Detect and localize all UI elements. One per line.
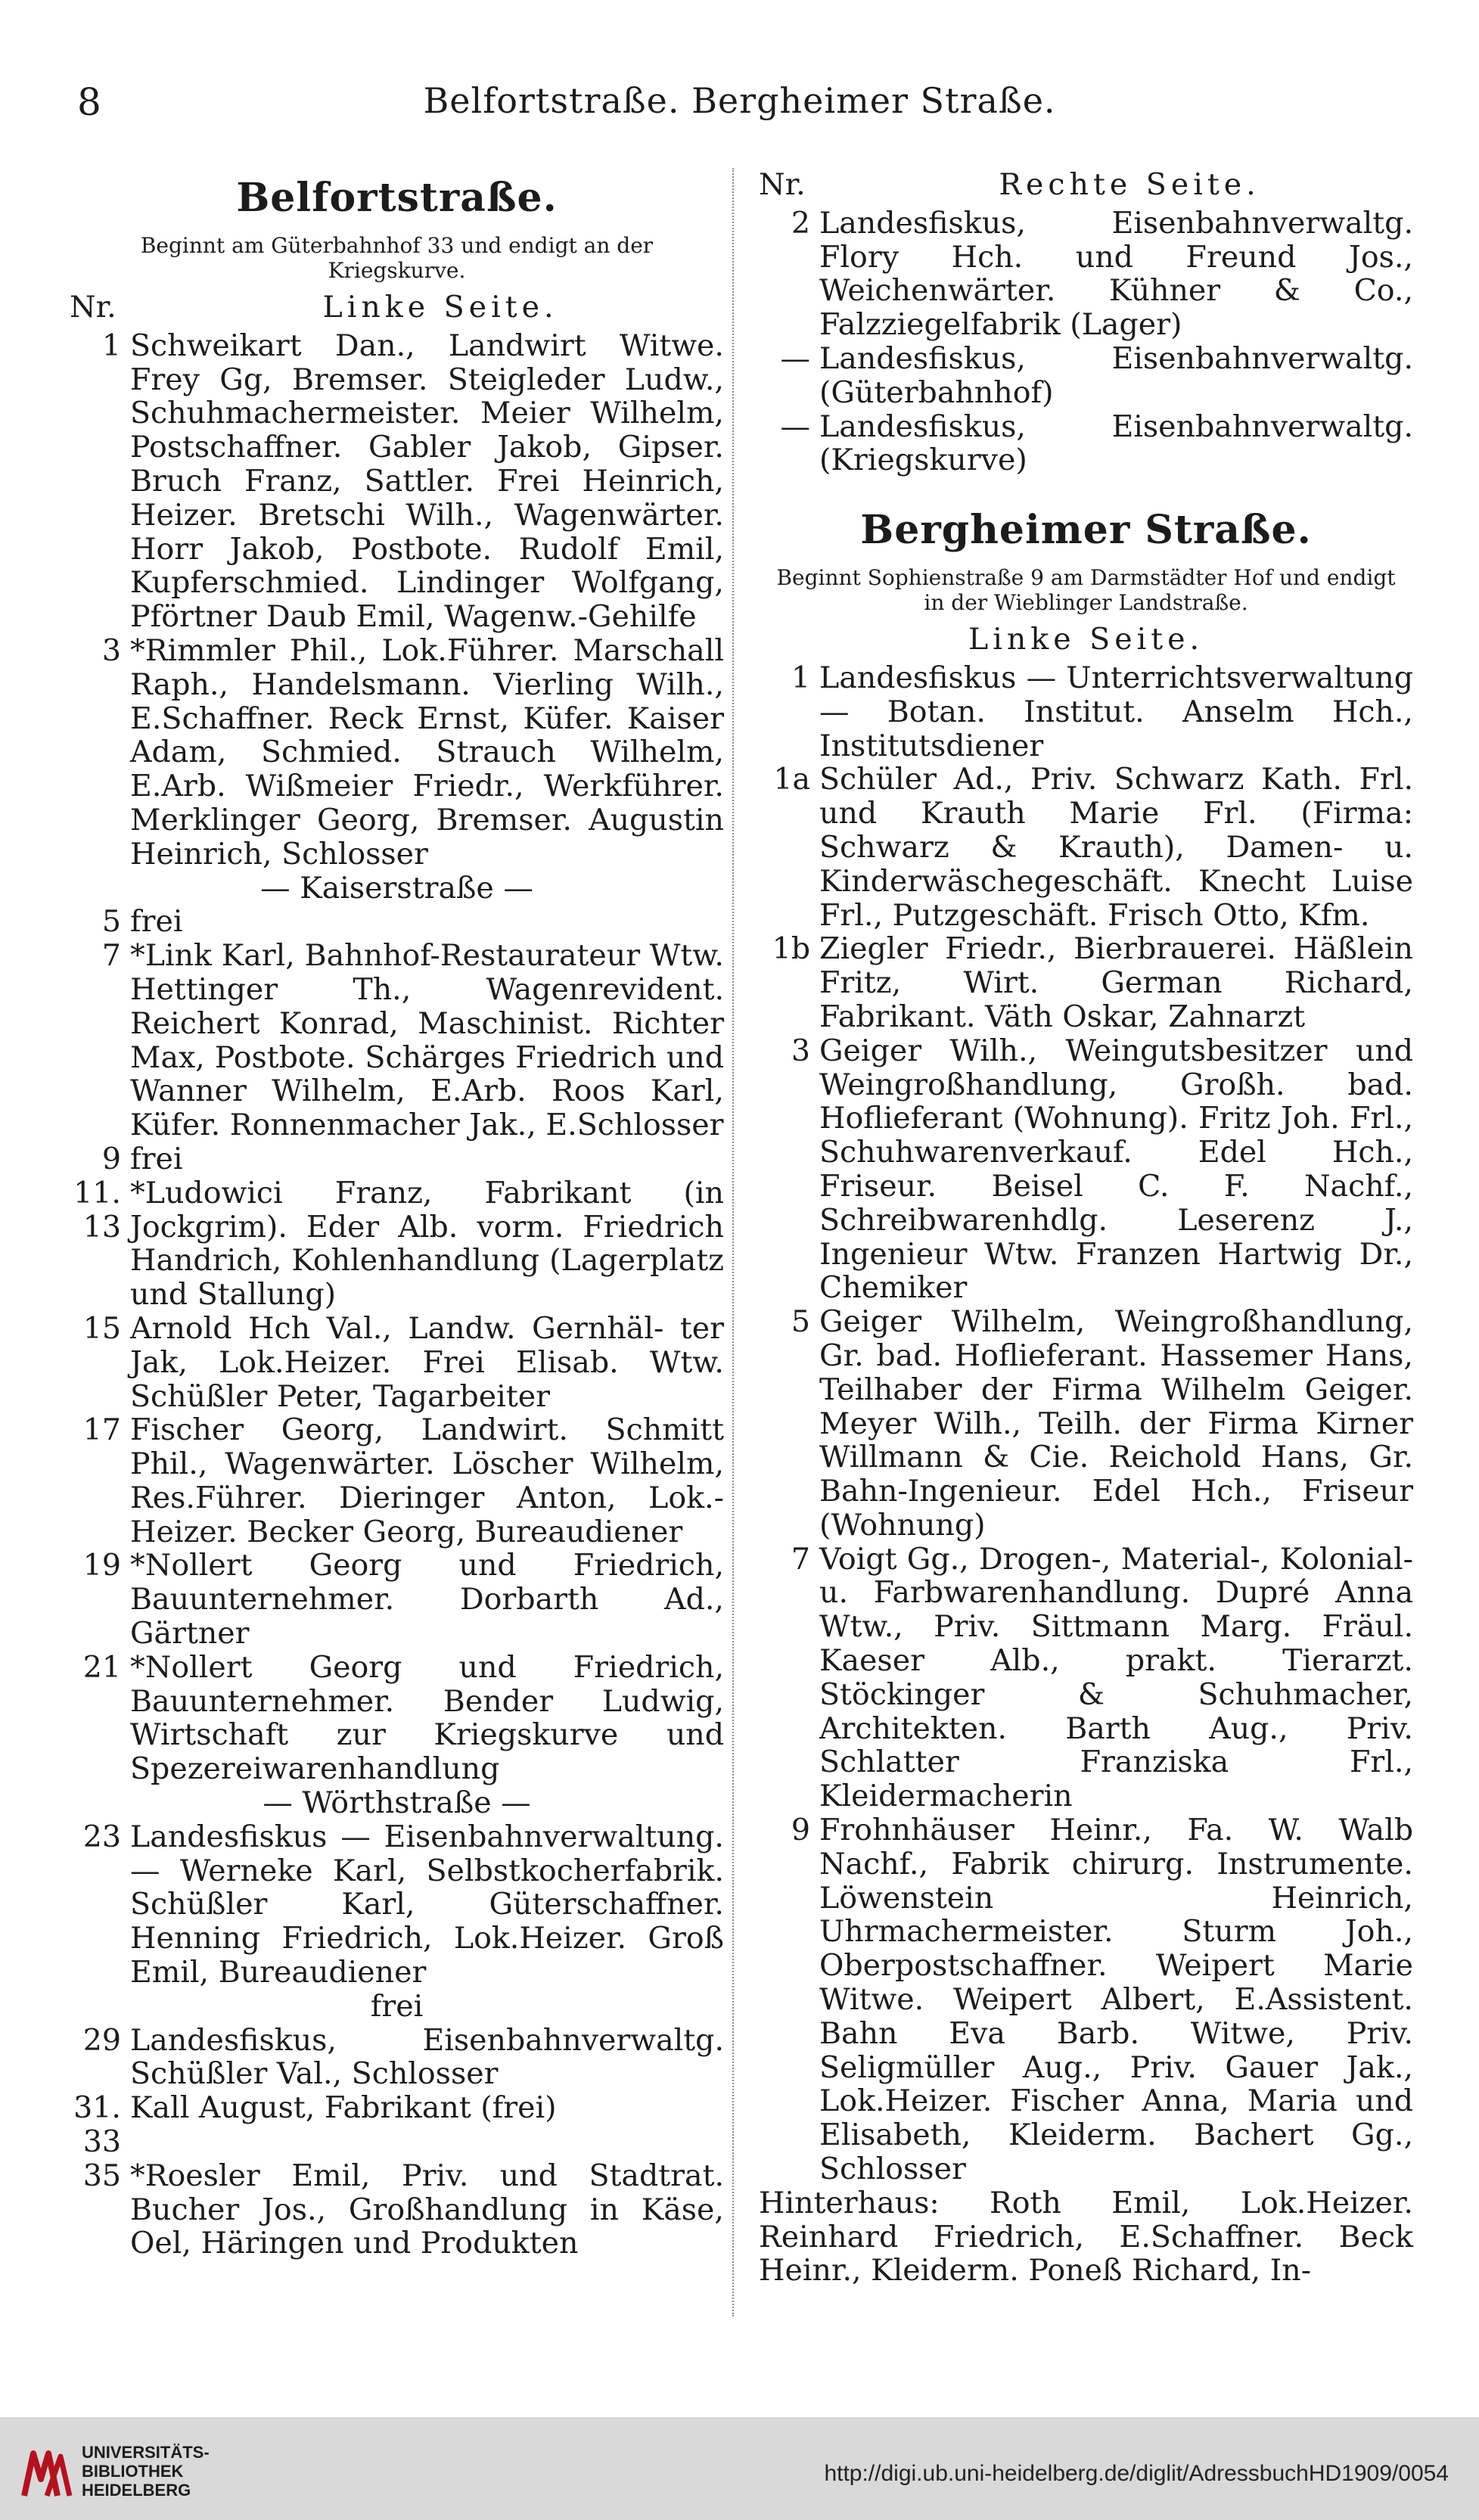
address-entry (759, 1813, 1413, 2186)
page-header (70, 73, 1409, 133)
house-number: 31. 33 (73, 2090, 121, 2160)
address-entry (70, 329, 724, 634)
residents-text: *Roesler Emil, Priv. und Stadtrat. Bucher Jos., Großhandlung in Käse, Oel, Häringen und Produkten (130, 2158, 724, 2261)
rear-building-entry (759, 2186, 1413, 2288)
address-entry (70, 1820, 724, 1990)
residents-text: Geiger Wilh., Weingutsbesitzer und Weingroßhandlung, Großh. bad. Hoflieferant (Wohnung). Fritz Joh. Frl., Schuhwarenverkauf. Edel Hch., Friseur. Beisel C. F. Nachf., Schreibwarenhdlg. Leserenz J., Ingenieur Wtw. Franzen Hartwig Dr., Chemiker (819, 1033, 1413, 1306)
address-entry (759, 932, 1413, 1033)
house-number: 1 (101, 328, 121, 363)
university-library-logo (14, 2440, 79, 2505)
cross-street: — Kaiserstraße — (260, 870, 533, 906)
residents-text: *Nollert Georg und Friedrich, Bauunternehmer. Bender Ludwig, Wirtschaft zur Kriegskurve und Spezereiwarenhandlung (130, 1649, 724, 1787)
column-divider (732, 168, 734, 2316)
residents-text: frei (130, 1141, 183, 1176)
residents-text: Landesfiskus, Eisenbahnverwaltg. (Kriegskurve) (819, 409, 1413, 478)
address-entry (759, 1305, 1413, 1543)
address-entry (759, 1543, 1413, 1813)
house-number: — (780, 340, 810, 376)
library-name-line: BIBLIOTHEK (82, 2462, 184, 2481)
house-number: 5 (791, 1304, 810, 1340)
house-number: 1a (773, 762, 810, 797)
house-number: 1 (791, 660, 810, 695)
house-number: — (780, 409, 810, 444)
residents-text: Schweikart Dan., Landwirt Witwe. Frey Gg, Bremser. Steigleder Ludw., Schuhmachermeister. Meier Wilhelm, Postschaffner. Gabler Jakob, Gipser. Bruch Franz, Sattler. Frei Heinrich, Heizer. Bretschi Wilh., Wagenwärter. Horr Jakob, Postbote. Rudolf Emil, Kupferschmied. Lindinger Wolfgang, Pförtner Daub Emil, Wagenw.-Gehilfe (130, 328, 724, 635)
residents-text: *Link Karl, Bahnhof-Restaurateur Wtw. Hettinger Th., Wagenrevident. Reichert Konrad, Maschinist. Richter Max, Postbote. Schärges Friedrich und Wanner Wilhelm, E.Arb. Roos Karl, Küfer. Ronnenmacher Jak., E.Schlosser (130, 938, 724, 1143)
source-url-link[interactable]: http://digi.ub.uni-heidelberg.de/diglit/AdressbuchHD1909/0054 (824, 2461, 1449, 2486)
house-number: 1b (772, 931, 810, 967)
house-number: 3 (101, 632, 121, 668)
cross-street: — Wörthstraße — (263, 1785, 531, 1821)
rear-building-text: Hinterhaus: Roth Emil, Lok.Heizer. Reinhard Friedrich, E.Schaffner. Beck Heinr., Kleiderm. Poneß Richard, In- (759, 2185, 1413, 2289)
residents-text: *Rimmler Phil., Lok.Führer. Marschall Raph., Handelsmann. Vierling Wilh., E.Schaffner. Reck Ernst, Küfer. Kaiser Adam, Schmied. Strauch Wilhelm, E.Arb. Wißmeier Friedr., Werkführer. Merklinger Georg, Bremser. Augustin Heinrich, Schlosser (130, 632, 724, 872)
house-number: 9 (101, 1141, 121, 1176)
residents-text: Schüler Ad., Priv. Schwarz Kath. Frl. und Krauth Marie Frl. (Firma: Schwarz & Krauth), Damen- u. Kinderwäschegeschäft. Knecht Luise Frl., Putzgeschäft. Frisch Otto, Kfm. (819, 762, 1413, 933)
side-label: Rechte Seite. (999, 167, 1260, 202)
address-entry (759, 342, 1413, 410)
address-entry (759, 410, 1413, 478)
house-number: 29 (82, 2022, 121, 2058)
nr-label: Nr. (759, 167, 806, 202)
address-entry (759, 207, 1413, 342)
house-number: 7 (101, 938, 121, 974)
house-number: 15 (82, 1310, 121, 1346)
house-number: 19 (82, 1548, 121, 1583)
address-entry (70, 634, 724, 872)
library-name-line: UNIVERSITÄTS- (82, 2443, 210, 2462)
residents-text: Voigt Gg., Drogen-, Material-, Kolonial- u. Farbwarenhandlung. Dupré Anna Wtw., Priv. Sittmann Marg. Fräul. Kaeser Alb., prakt. Tierarzt. Stöckinger & Schuhmacher, Architekten. Barth Aug., Priv. Schlatter Franziska Frl., Kleidermacherin (819, 1541, 1413, 1814)
house-number: 21 (82, 1649, 121, 1685)
residents-text: Landesfiskus — Eisenbahnverwaltung. — Werneke Karl, Selbstkocherfabrik. Schüßler Karl, Güterschaffner. Henning Friedrich, Lok.Heizer. Groß Emil, Bureaudiener (130, 1819, 724, 1990)
running-title: Belfortstraße. Bergheimer Straße. (423, 80, 1056, 121)
library-name (82, 2443, 210, 2500)
address-entry (70, 2159, 724, 2261)
address-entry (70, 2091, 724, 2159)
side-label: Linke Seite. (322, 290, 558, 325)
street-heading-belfortstrasse: Belfortstraße. (236, 175, 558, 221)
residents-text: Landesfiskus — Unterrichtsverwaltung — Botan. Institut. Anselm Hch., Institutsdiener (819, 660, 1413, 763)
residents-text: Ziegler Friedr., Bierbrauerei. Häßlein Fritz, Wirt. German Richard, Fabrikant. Väth Oskar, Zahnarzt (819, 931, 1413, 1034)
address-entry (70, 1549, 724, 1650)
side-header-left-side (759, 623, 1413, 657)
street-intro-belfortstrasse: Beginnt am Güterbahnhof 33 und endigt an der Kriegskurve. (140, 233, 654, 283)
residents-text: *Ludowici Franz, Fabrikant (in Jockgrim). Eder Alb. vorm. Friedrich Handrich, Kohlenhandlung (Lagerplatz und Stallung) (130, 1175, 724, 1313)
address-entry (70, 1176, 724, 1312)
residents-text: Landesfiskus, Eisenbahnverwaltg. Schüßler Val., Schlosser (130, 2022, 724, 2092)
address-entry (70, 1312, 724, 1413)
house-number: 5 (101, 904, 121, 940)
address-entry (759, 763, 1413, 932)
side-header-left (70, 291, 724, 325)
address-entry (70, 1142, 724, 1176)
address-entry (70, 905, 724, 939)
house-number: 35 (82, 2158, 121, 2193)
address-entry (759, 661, 1413, 763)
residents-text: Frohnhäuser Heinr., Fa. W. Walb Nachf., Fabrik chirurg. Instrumente. Löwenstein Heinrich, Uhrmachermeister. Sturm Joh., Oberpostschaffner. Weipert Marie Witwe. Weipert Albert, E.Assistent. Bahn Eva Barb. Witwe, Priv. Seligmüller Aug., Priv. Gauer Jak., Lok.Heizer. Fischer Anna, Maria und Elisabeth, Kleiderm. Bachert Gg., Schlosser (819, 1813, 1413, 2187)
house-number: 17 (82, 1412, 121, 1448)
house-number: 11. 13 (73, 1175, 121, 1244)
house-number: 3 (791, 1033, 810, 1068)
residents-text: *Nollert Georg und Friedrich, Bauunternehmer. Dorbarth Ad., Gärtner (130, 1548, 724, 1652)
street-heading-bergheimer-strasse: Bergheimer Straße. (860, 507, 1312, 554)
street-intro-bergheimer-strasse: Beginnt Sophienstraße 9 am Darmstädter Hof und endigt in der Wieblinger Landstraße. (776, 565, 1396, 616)
residents-text: Geiger Wilhelm, Weingroßhandlung, Gr. bad. Hoflieferant. Hassemer Hans, Teilhaber der Firma Wilhelm Geiger. Meyer Wilh., Teilh. der Firma Kirner Willmann & Cie. Reichold Hans, Gr. Bahn-Ingenieur. Edel Hch., Friseur (Wohnung) (819, 1304, 1413, 1543)
address-entry (70, 939, 724, 1142)
residents-text: Kall August, Fabrikant (frei) (130, 2090, 557, 2126)
page-number: 8 (77, 80, 101, 124)
residents-text: Fischer Georg, Landwirt. Schmitt Phil., Wagenwärter. Löscher Wilhelm, Res.Führer. Dieringer Anton, Lok.-Heizer. Becker Georg, Bureaudiener (130, 1412, 724, 1549)
left-column (70, 168, 724, 2261)
residents-text: frei (130, 904, 183, 940)
nr-label: Nr. (70, 290, 117, 325)
address-entry (70, 2024, 724, 2092)
address-entry (70, 1651, 724, 1786)
footer-bar (0, 2417, 1479, 2520)
address-entry (70, 1413, 724, 1549)
house-number: 23 (82, 1819, 121, 1854)
residents-text: Landesfiskus, Eisenbahnverwaltg. (Güterbahnhof) (819, 340, 1413, 410)
house-number: 2 (791, 205, 810, 241)
house-number: 7 (791, 1541, 810, 1577)
side-label: Linke Seite. (968, 622, 1204, 657)
house-number: 9 (791, 1813, 810, 1848)
vacant-lot: frei (370, 1988, 424, 2024)
side-header-right (759, 168, 1413, 202)
library-name-line: HEIDELBERG (82, 2481, 191, 2500)
right-column (759, 168, 1413, 2288)
address-entry (759, 1034, 1413, 1305)
residents-text: Landesfiskus, Eisenbahnverwaltg. Flory Hch. und Freund Jos., Weichenwärter. Kühner & Co., Falzziegelfabrik (Lager) (819, 205, 1413, 343)
residents-text: Arnold Hch Val., Landw. Gernhäl- ter Jak, Lok.Heizer. Frei Elisab. Wtw. Schüßler Peter, Tagarbeiter (130, 1310, 724, 1414)
